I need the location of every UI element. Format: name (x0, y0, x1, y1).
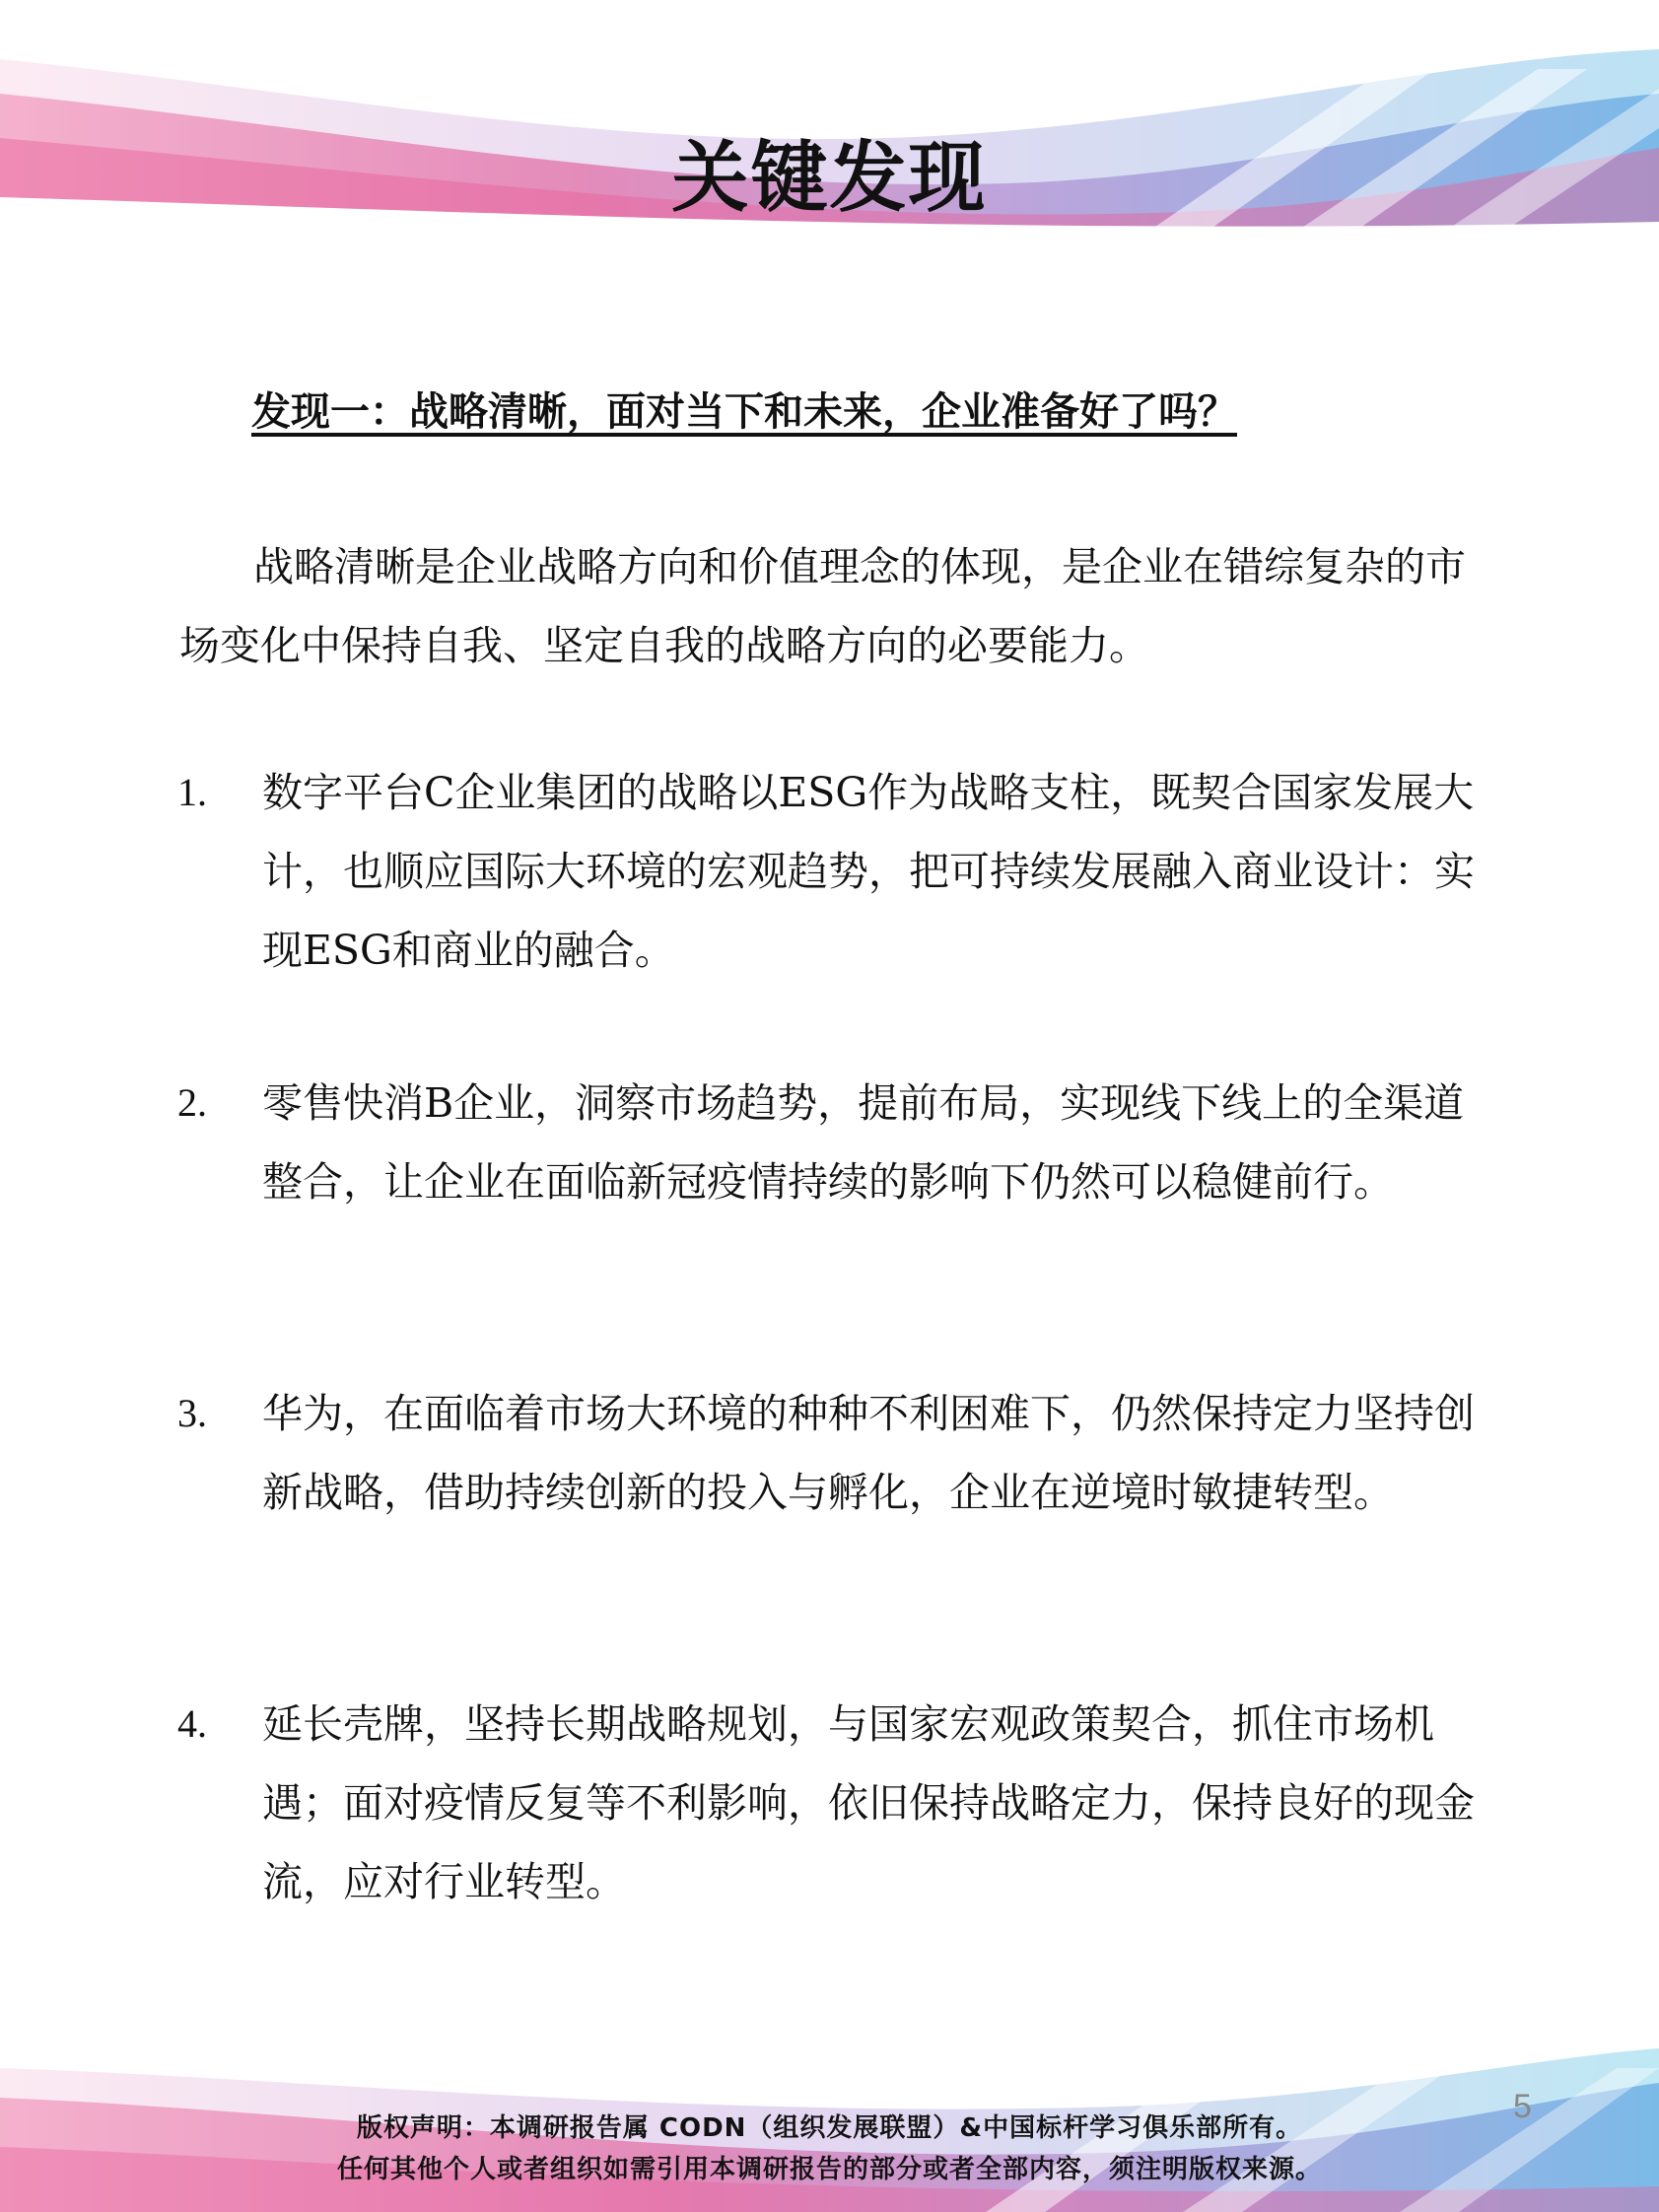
page-number: 5 (1513, 2088, 1532, 2125)
finding-text: 华为，在面临着市场大环境的种种不利困难下，仍然保持定力坚持创新战略，借助持续创新的投入与孵化，企业在逆境时敏捷转型。 (262, 1390, 1475, 1516)
finding-number: 4. (177, 1701, 207, 1746)
finding-number: 3. (177, 1391, 207, 1435)
page-title: 关键发现 (671, 134, 988, 223)
copyright-notice (0, 2108, 1659, 2190)
finding-item-4 (177, 1685, 1498, 1921)
copyright-line-2: 任何其他个人或者组织如需引用本调研报告的部分或者全部内容，须注明版权来源。 (336, 2155, 1322, 2184)
finding-number: 1. (177, 770, 207, 814)
finding-text: 延长壳牌，坚持长期战略规划，与国家宏观政策契合，抓住市场机遇；面对疫情反复等不利影响，依旧保持战略定力，保持良好的现金流，应对行业转型。 (262, 1700, 1475, 1905)
finding-item-3 (177, 1374, 1498, 1532)
intro-paragraph: 战略清晰是企业战略方向和价值理念的体现，是企业在错综复杂的市场变化中保持自我、坚定自我的战略方向的必要能力。 (179, 543, 1466, 669)
finding-text: 数字平台C企业集团的战略以ESG作为战略支柱，既契合国家发展大计，也顺应国际大环境的宏观趋势，把可持续发展融入商业设计：实现ESG和商业的融合。 (262, 769, 1475, 974)
finding-section-heading: 发现一：战略清晰，面对当下和未来，企业准备好了吗？ (251, 389, 1237, 435)
finding-item-2 (177, 1064, 1498, 1221)
finding-item-1 (177, 753, 1498, 990)
finding-number: 2. (177, 1080, 207, 1125)
finding-text: 零售快消B企业，洞察市场趋势，提前布局，实现线下线上的全渠道整合，让企业在面临新冠疫情持续的影响下仍然可以稳健前行。 (262, 1079, 1465, 1206)
copyright-line-1: 版权声明：本调研报告属 CODN（组织发展联盟）&中国标杆学习俱乐部所有。 (356, 2113, 1303, 2143)
